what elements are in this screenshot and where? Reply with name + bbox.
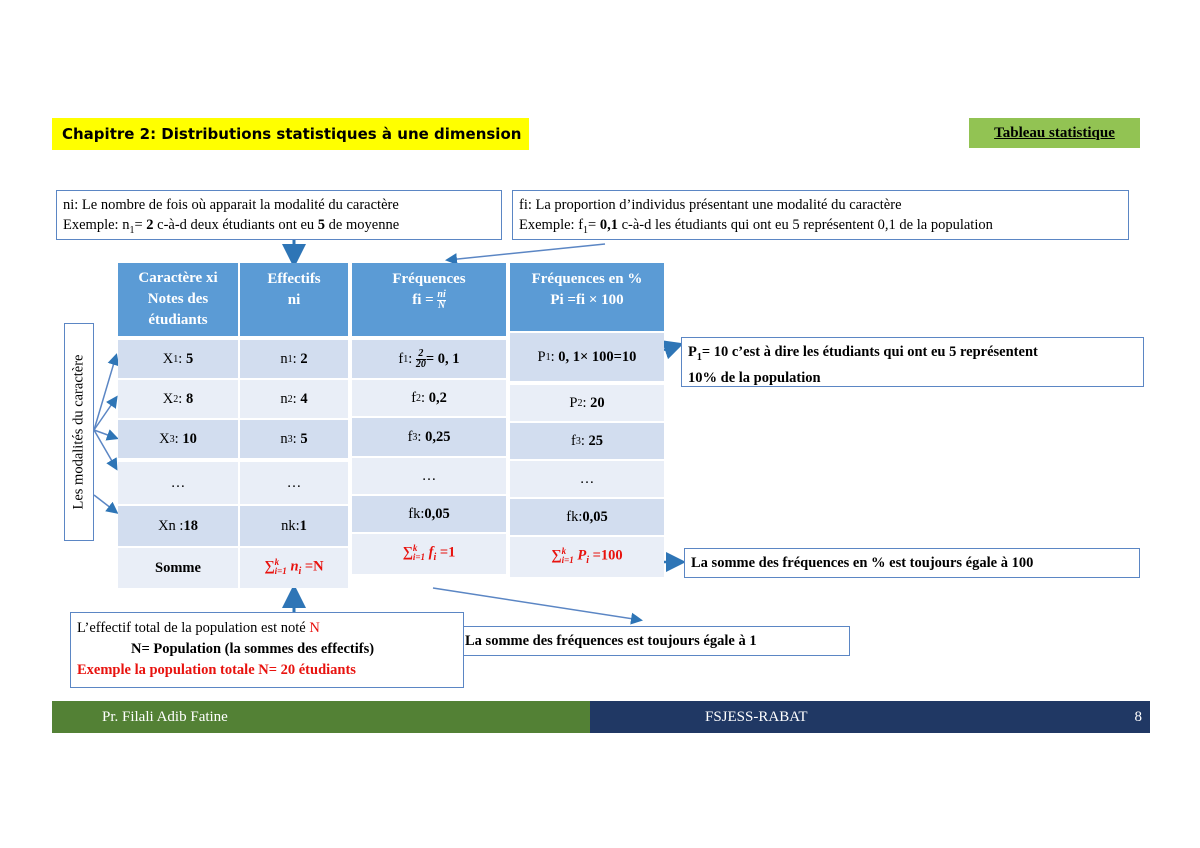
cell-x2: X 2 : 8 — [118, 380, 238, 418]
cell-f1: f 1 : $\frac{2}{20}$ = 0, 1 — [352, 340, 506, 378]
fi-definition-text: fi: La proportion d’individus présentant une modalité du caractère — [519, 197, 902, 213]
cell-sum-n: ∑ k i=1 $n_i =N$ — [240, 548, 348, 588]
sum-freq-note: La somme des fréquences est toujours égale à 1 — [458, 626, 850, 656]
cell-fk: fk: 0,05 — [352, 496, 506, 532]
cell-f2: f 2 : 0,2 — [352, 380, 506, 416]
footer-author: Pr. Filali Adib Fatine — [52, 701, 590, 733]
header-effectifs: Effectifs ni — [240, 263, 348, 336]
footer-school: FSJESS-RABAT — [705, 709, 808, 725]
header-frequences-pct: Fréquences en % Pi =fi × 100 — [510, 263, 664, 331]
cell-sum-label: Somme — [118, 548, 238, 588]
section-tag: Tableau statistique — [969, 118, 1140, 148]
cell-n3: n 3 : 5 — [240, 420, 348, 458]
header-frequences: Fréquences fi = $\frac{ni}{N}$ — [352, 263, 506, 336]
cell-pk: fk: 0,05 — [510, 499, 664, 535]
p1-explanation-note: $P_1= 10$ c’est à dire les étudiants qui ont eu 5 représentent 10% de la population — [681, 337, 1144, 387]
cell-x1: X 1 : 5 — [118, 340, 238, 378]
cell-x-ellipsis: … — [118, 462, 238, 504]
modalities-label: Les modalités du caractère — [64, 323, 94, 541]
total-population-note: L’effectif total de la population est noté N N= Population (la sommes des effectifs) Exemple la population totale N= 20 étudiants — [70, 612, 464, 688]
cell-p3: f 3 : 25 — [510, 423, 664, 459]
ni-definition-note — [56, 190, 502, 240]
cell-f3: f 3 : 0,25 — [352, 418, 506, 456]
cell-n2: n 2 : 4 — [240, 380, 348, 418]
cell-p-ellipsis: … — [510, 461, 664, 497]
cell-n1: n 1 : 2 — [240, 340, 348, 378]
cell-p2: P 2 : 20 — [510, 385, 664, 421]
footer-bar — [590, 701, 1150, 733]
cell-sum-f: ∑ k i=1 $f_i =1$ — [352, 534, 506, 574]
cell-f-ellipsis: … — [352, 458, 506, 494]
cell-n-ellipsis: … — [240, 462, 348, 504]
cell-xn: Xn : 18 — [118, 506, 238, 546]
header-caractere: Caractère xi Notes des étudiants — [118, 263, 238, 336]
fi-definition-note — [512, 190, 1129, 240]
cell-sum-p: ∑ k i=1 $P_i =100$ — [510, 537, 664, 577]
sum-pct-note: La somme des fréquences en % est toujours égale à 100 — [684, 548, 1140, 578]
ni-definition-text: ni: Le nombre de fois où apparait la modalité du caractère — [63, 197, 399, 213]
cell-p1: P 1 : 0, 1× 100=10 — [510, 333, 664, 381]
ni-example-line: Exemple: $n_1= 2$ c-à-d deux étudiants ont eu 5 de moyenne — [63, 217, 400, 236]
cell-x3: X 3 : 10 — [118, 420, 238, 458]
fi-example-line: Exemple: $f_1= 0,1$ c-à-d les étudiants qui ont eu 5 représentent 0,1 de la population — [519, 217, 993, 236]
cell-nk: nk: 1 — [240, 506, 348, 546]
chapter-title: Chapitre 2: Distributions statistiques à une dimension — [52, 118, 529, 150]
page-number: 8 — [1134, 709, 1142, 725]
